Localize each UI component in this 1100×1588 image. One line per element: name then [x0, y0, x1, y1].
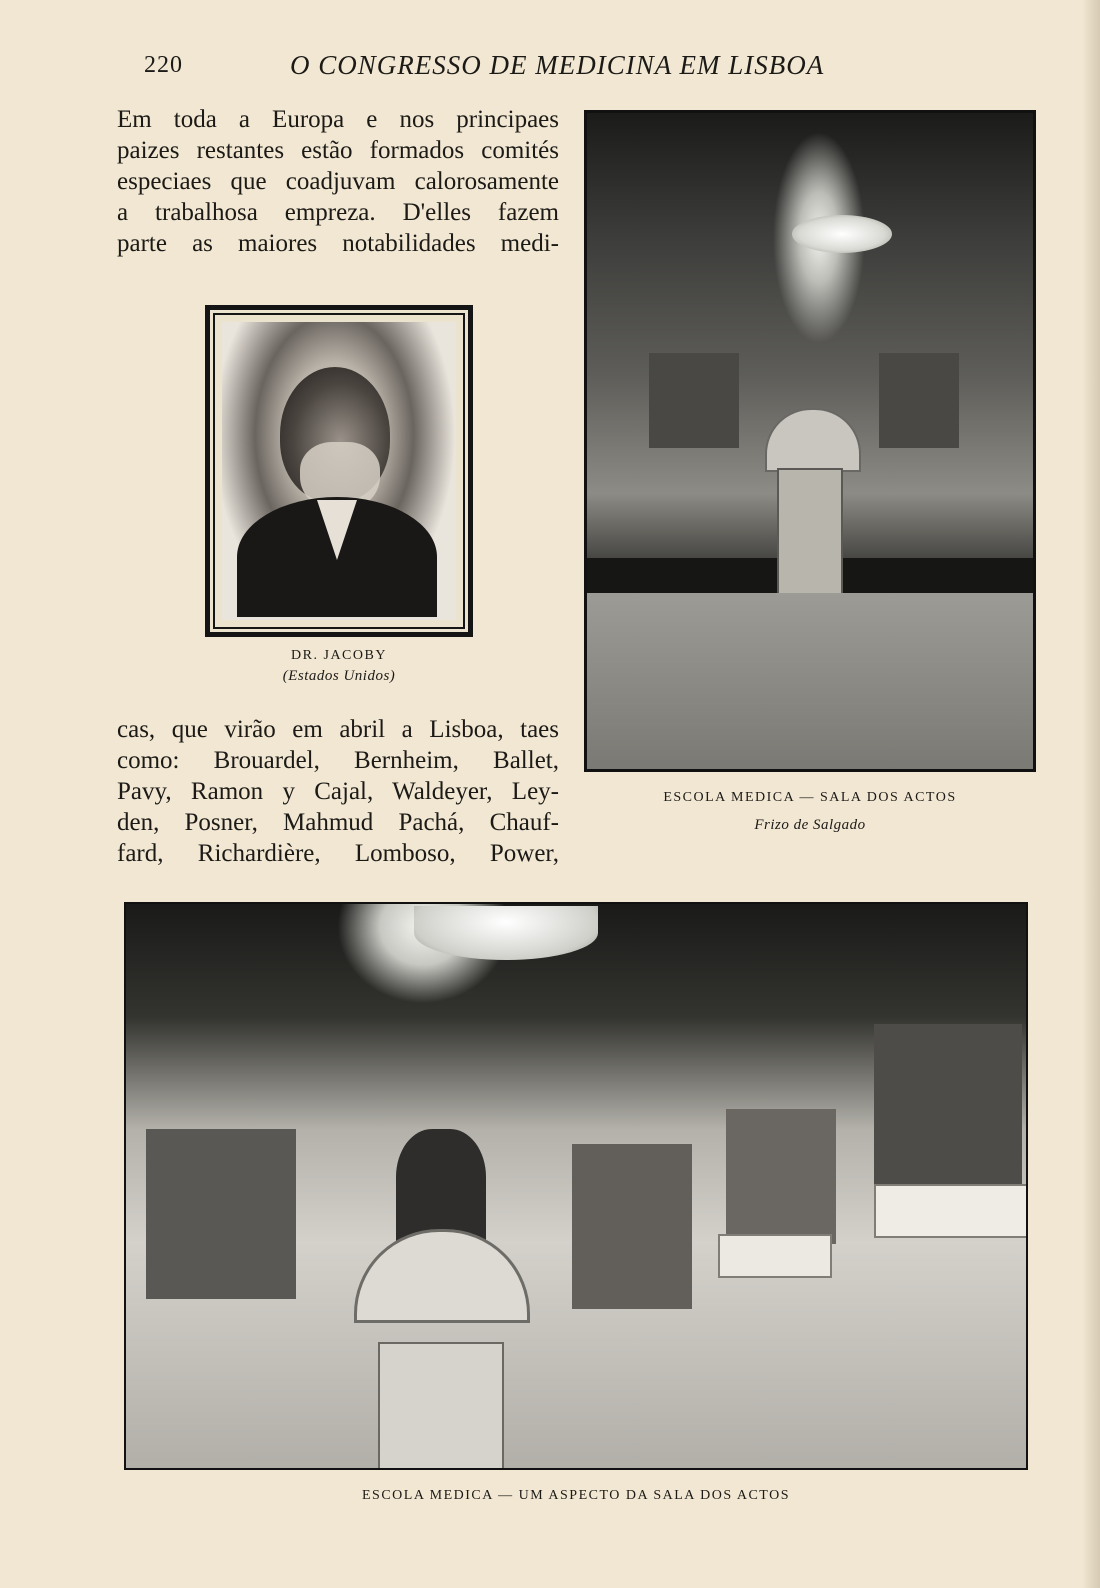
- running-title: O CONGRESSO DE MEDICINA EM LISBOA: [290, 50, 825, 80]
- mural-left: [649, 353, 739, 448]
- mural-right: [726, 1109, 836, 1244]
- hall-door: [777, 468, 843, 600]
- hall-floor: [587, 593, 1033, 769]
- text-line: fard, Richardière, Lomboso, Power,: [117, 840, 559, 867]
- page-edge-shadow: [1082, 0, 1100, 1588]
- photo-sala-dos-actos: [584, 110, 1036, 772]
- photo-aspecto-sala: [124, 902, 1028, 1470]
- balcony: [718, 1234, 832, 1278]
- hall-door: [378, 1342, 504, 1470]
- portrait-caption-place: (Estados Unidos): [282, 668, 396, 684]
- text-line: den, Posner, Mahmud Pachá, Chauf-: [117, 809, 559, 836]
- text-line: Pavy, Ramon y Cajal, Waldeyer, Ley-: [117, 778, 559, 805]
- mural-right: [879, 353, 959, 448]
- text-line: especiaes que coadjuvam calorosamente: [117, 168, 559, 195]
- text-line: paizes restantes estão formados comités: [117, 137, 559, 164]
- photo-right-caption-credit: Frizo de Salgado: [754, 817, 866, 833]
- text-line: como: Brouardel, Bernheim, Ballet,: [117, 747, 559, 774]
- portrait-photo: [205, 305, 473, 637]
- portrait-image: [222, 322, 456, 620]
- photo-right-caption-title: ESCOLA MEDICA — SALA DOS ACTOS: [663, 790, 957, 805]
- mural-left: [146, 1129, 296, 1299]
- door-arch: [354, 1229, 530, 1323]
- ceiling-skylight: [414, 906, 598, 960]
- text-line: Em toda a Europa e nos principaes: [117, 106, 559, 133]
- page-number: 220: [144, 52, 183, 78]
- door-arch: [765, 408, 861, 472]
- text-line: cas, que virão em abril a Lisboa, taes: [117, 716, 559, 743]
- mural-center: [572, 1144, 692, 1309]
- body-text-bottom: [117, 714, 559, 869]
- page-header: [140, 50, 880, 86]
- photo-bottom-caption-title: ESCOLA MEDICA — UM ASPECTO DA SALA DOS ACTOS: [361, 1488, 790, 1503]
- body-text-top: [117, 104, 559, 259]
- balcony: [874, 1184, 1028, 1238]
- text-line: parte as maiores notabilidades medi-: [117, 230, 559, 257]
- portrait-caption-name: DR. JACOBY: [291, 648, 387, 663]
- text-line: a trabalhosa empreza. D'elles fazem: [117, 199, 559, 226]
- ceiling-skylight: [792, 215, 892, 253]
